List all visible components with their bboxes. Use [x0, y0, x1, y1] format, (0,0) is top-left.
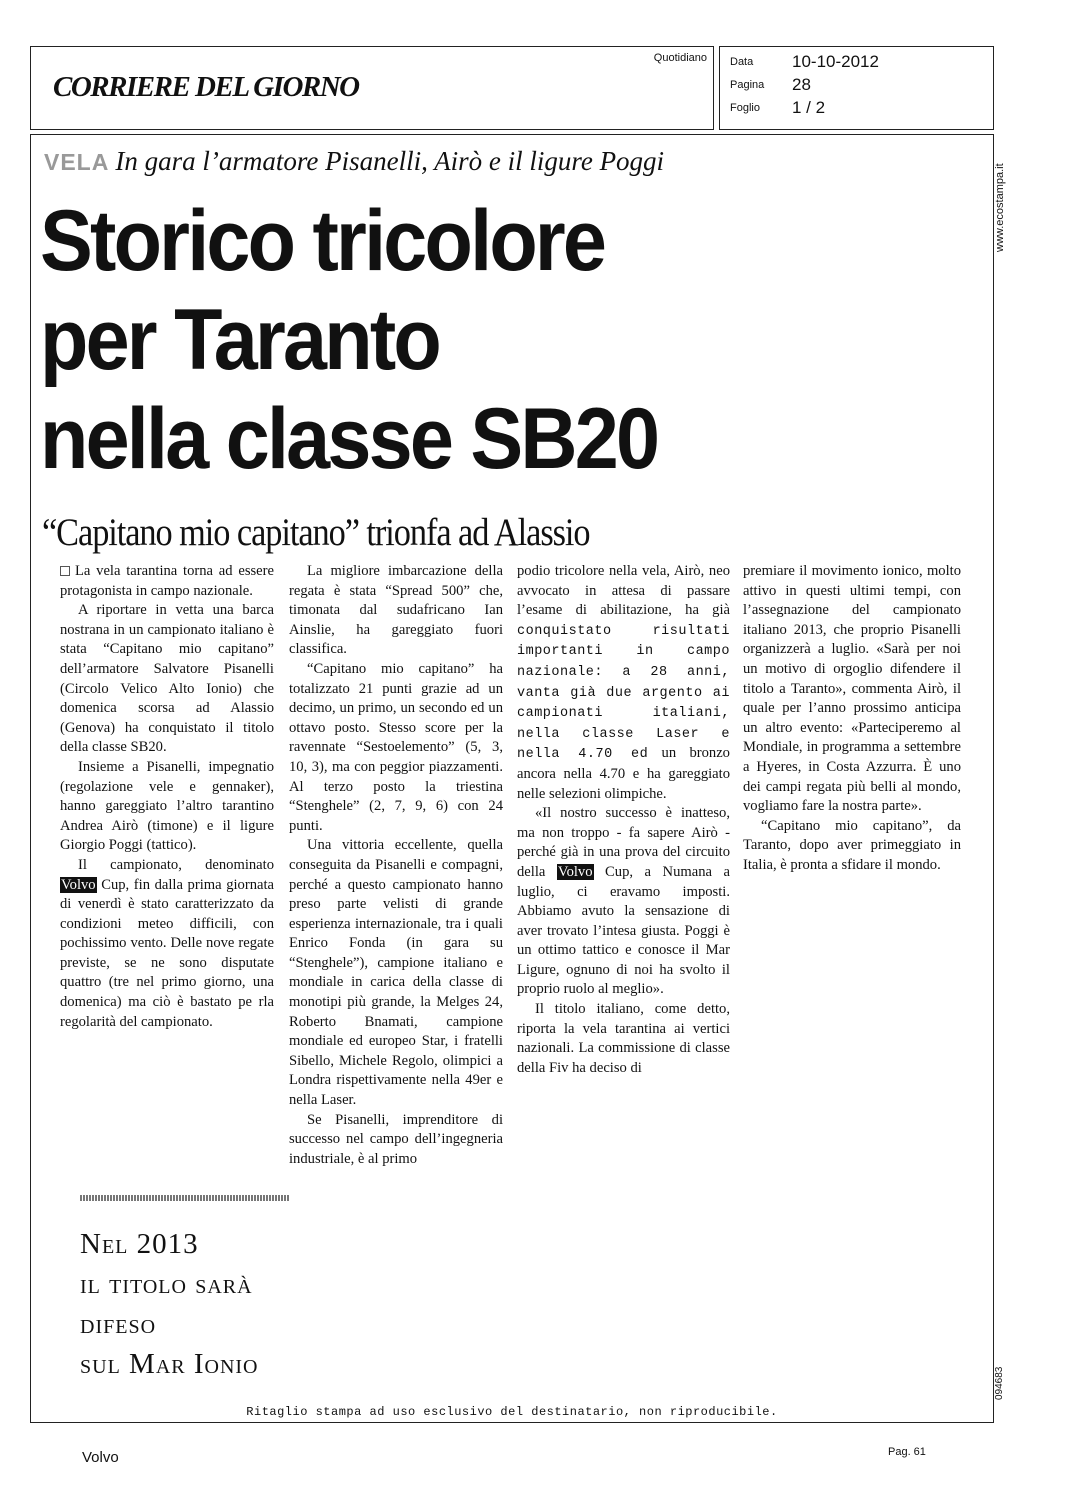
pullquote-line: il titolo sarà — [80, 1268, 253, 1300]
side-code — [994, 1340, 1016, 1400]
side-url — [994, 142, 1016, 252]
subhead: “Capitano mio capitano” trionfa ad Alassio — [42, 511, 590, 554]
newspaper-masthead: CORRIERE DEL GIORNO — [53, 71, 359, 103]
side-url-text: www.ecostampa.it — [994, 163, 1006, 252]
pagina-value: 28 — [792, 75, 811, 94]
meta-pagina-row — [730, 75, 811, 95]
pagina-label: Pagina — [730, 79, 765, 91]
article-column-3 — [517, 562, 730, 1078]
paragraph: Il campionato, denominato Volvo Cup, fin dalla prima giornata di venerdì è stato caratterizzato da condizioni meteo difficili, con pochissimo vento. Delle nove regate previste, se ne sono disputate quattro (tre nel primo giorno, una domenica) ma ciò è bastato pe rla regolarità del campionato. — [60, 856, 275, 1030]
section-label: VELA — [44, 149, 110, 175]
paragraph: «Il nostro successo è inatteso, ma non troppo - fa sapere Airò - perché già in una prova del circuito della Volvo Cup, a Numana a luglio, ci eravamo imposti. Abbiamo avuto la sensazione di aver trovato l’intesa giusta. Poggi è un ottimo tattico e conosce il Mar Ligure, ognuno di noi ha svolto il proprio ruolo al meglio». — [517, 805, 730, 998]
side-code-text: 094683 — [994, 1366, 1005, 1400]
paragraph: La migliore imbarcazione della regata è stata “Spread 500” che, timonata dal sudafricano Ian Ainslie, ha gareggiato fuori classifica. — [289, 563, 503, 658]
copyright-note: Ritaglio stampa ad uso esclusivo del destinatario, non riproducibile. — [246, 1405, 778, 1419]
article-column-1 — [60, 562, 274, 1032]
masthead-box — [30, 46, 714, 130]
paragraph: La vela tarantina torna ad essere protagonista in campo nazionale. — [60, 563, 274, 599]
article-column-2 — [289, 562, 503, 1169]
headline-line: nella classe SB20 — [40, 391, 658, 487]
headline-line: per Taranto — [40, 292, 440, 388]
paragraph: “Capitano mio capitano”, da Taranto, dopo aver primeggiato in Italia, è pronta a sfidare il mondo. — [743, 817, 961, 873]
kicker-text: In gara l’armatore Pisanelli, Airò e il ligure Poggi — [115, 146, 665, 176]
kicker — [44, 146, 664, 177]
paragraph: podio tricolore nella vela, Airò, neo avvocato in attesa di passare l’esame di abilitazione, ha già conquistato risultati importanti in campo nazionale: a 28 anni, vanta già due argento ai campionati italiani, nella classe Laser e nella 4.70 ed un bronzo ancora nella 4.70 e ha gareggiato nelle selezioni olimpiche. — [517, 563, 730, 802]
pullquote — [80, 1224, 259, 1384]
data-value: 10-10-2012 — [792, 52, 879, 71]
frequency-label: Quotidiano — [653, 52, 707, 64]
highlight-keyword: Volvo — [557, 863, 593, 880]
bullet-icon — [60, 566, 70, 576]
monospace-text: conquistato risultati importanti in campo nazionale: a 28 anni, vanta già due argento ai campionati italiani, nella classe Laser e nella 4.70 ed — [517, 623, 730, 763]
foglio-value: 1 / 2 — [792, 98, 826, 117]
meta-foglio-row — [730, 98, 825, 118]
headline — [40, 192, 702, 489]
meta-data-row — [730, 52, 879, 72]
paragraph: Il titolo italiano, come detto, riporta la vela tarantina ai vertici nazionali. La commissione di classe della Fiv ha deciso di — [517, 1001, 730, 1076]
paragraph: Una vittoria eccellente, quella conseguita da Pisanelli e compagni, perché a questo campionato hanno preso parte velisti di grande esperienza internazionale, tra i quali Enrico Fonda (in gara su “Stenghele”), campione italiano e mondiale in carica della classe di monotipi più grande, la Melges 24, Roberto Bnamati, campione mondiale ed europeo Star, i fratelli Sibello, Michele Regolo, olimpici a Londra rispettivamente nella 49er e nella Laser. — [289, 837, 503, 1109]
pullquote-line: difeso — [80, 1308, 157, 1340]
meta-box — [719, 46, 994, 130]
paragraph: Se Pisanelli, imprenditore di successo nel campo dell’ingegneria industriale, è al primo — [289, 1111, 503, 1167]
article-column-4 — [743, 562, 961, 876]
client-brand: Volvo — [82, 1449, 119, 1466]
pullquote-line: Nel 2013 — [80, 1228, 199, 1260]
pullquote-rule — [80, 1195, 290, 1201]
headline-line: Storico tricolore — [40, 193, 605, 289]
data-label: Data — [730, 56, 754, 68]
page-number: Pag. 61 — [888, 1446, 926, 1458]
paragraph: A riportare in vetta una barca nostrana in un campionato italiano è stata “Capitano mio capitano” dell’armatore Salvatore Pisanelli (Circolo Velico Alto Ionio) che domenica scorsa ad Alassio (Genova) ha conquistato il titolo della classe SB20. — [60, 602, 274, 756]
highlight-keyword: Volvo — [61, 876, 96, 893]
paragraph: “Capitano mio capitano” ha totalizzato 21 punti grazie ad un decimo, un primo, un secondo ed un ottavo posto. Stesso score per la ravennate “Sestoelemento” (5, 3, 10, 3), ma con peggior piazzamenti. Al terzo posto la triestina “Stenghele” (2, 7, 9, 6) con 24 punti. — [289, 660, 503, 834]
paragraph: Insieme a Pisanelli, impegnatio (regolazione vele e gennaker), hanno gareggiato l’altro tarantino Andrea Airò (timone) e il ligure Giorgio Poggi (tattico). — [60, 758, 274, 854]
paragraph: premiare il movimento ionico, molto attivo in questi ultimi tempi, con l’assegnazione del campionato italiano 2013, che proprio Pisanelli organizzerà a luglio. «Sarà per noi un motivo di orgoglio difendere il titolo a Taranto», commenta Airò, il quale per l’anno prossimo anticipa un altro evento: «Parteciperemo al Mondiale, in programma a settembre a Hyeres, in Costa Azzurra. È uno dei campi regata più belli al mondo, vogliamo fare la nostra parte». — [743, 563, 961, 815]
pullquote-line: sul Mar Ionio — [80, 1348, 259, 1380]
foglio-label: Foglio — [730, 102, 760, 114]
